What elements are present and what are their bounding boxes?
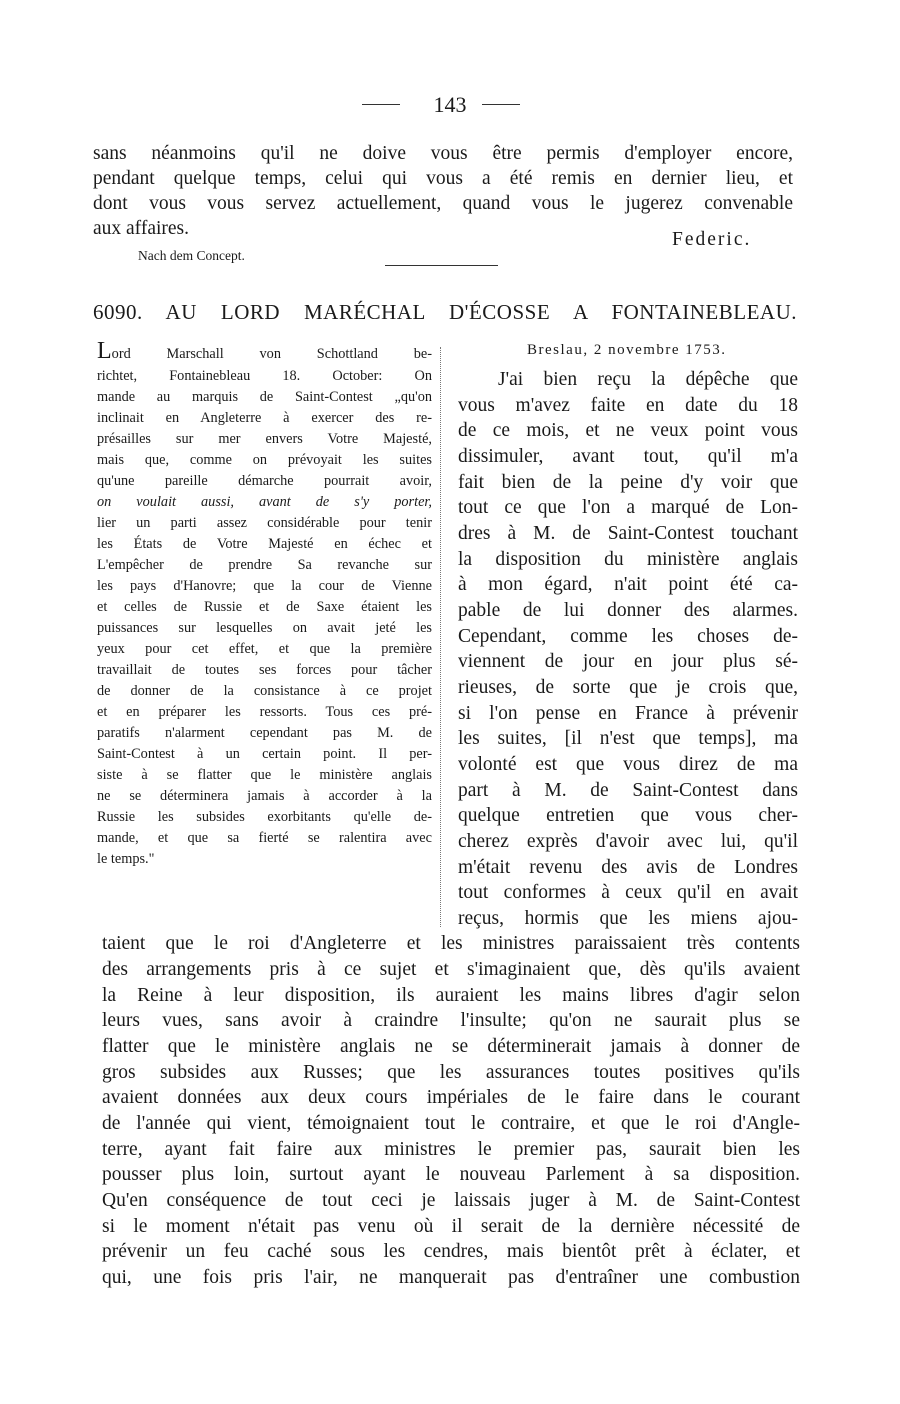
top-paragraph-line: pendant quelque temps, celui qui vous a été remis en dernier lieu, et — [93, 168, 793, 189]
top-paragraph-line: dont vous vous servez actuellement, quand vous le jugerez convenable — [93, 193, 793, 214]
summary-line: yeux pour cet effet, et que la première — [97, 641, 432, 657]
letter-line: à mon égard, n'ait point été ca- — [458, 574, 798, 595]
letter-line: si l'on pense en France à prévenir — [458, 703, 798, 724]
letter-line: la disposition du ministère anglais — [458, 549, 798, 570]
letter-line: prévenir un feu caché sous les cendres, mais bientôt prêt à éclater, et — [102, 1241, 800, 1262]
column-separator — [440, 347, 441, 927]
letter-line: tout ce que l'on a marqué de Lon- — [458, 497, 798, 518]
summary-line: siste à se flatter que le ministère anglais — [97, 767, 432, 783]
summary-line: richtet, Fontainebleau 18. October: On — [97, 368, 432, 384]
letter-line: m'était revenu des avis de Londres — [458, 857, 798, 878]
letter-line: pable de lui donner des alarmes. — [458, 600, 798, 621]
letter-line: vous m'avez faite en date du 18 — [458, 395, 798, 416]
letter-line: flatter que le ministère anglais ne se déterminerait jamais à donner de — [102, 1036, 800, 1057]
letter-line: avaient données aux deux cours impériales de le faire dans le courant — [102, 1087, 800, 1108]
top-paragraph-line: sans néanmoins qu'il ne doive vous être permis d'employer encore, — [93, 143, 793, 164]
summary-line: qu'une pareille démarche pourrait avoir, — [97, 473, 432, 489]
letter-line: Qu'en conséquence de tout ceci je laissais juger à M. de Saint-Contest — [102, 1190, 800, 1211]
letter-line: si le moment n'était pas venu où il serait de la dernière nécessité de — [102, 1216, 800, 1237]
summary-line: le temps." — [97, 851, 155, 867]
summary-line: lier un parti assez considérable pour tenir — [97, 515, 432, 531]
letter-line: de ce mois, et ne veux point vous — [458, 420, 798, 441]
summary-line: et en préparer les ressorts. Tous ces pré- — [97, 704, 432, 720]
summary-line: travaillait de toutes ses forces pour tâcher — [97, 662, 432, 678]
summary-line: ne se déterminera jamais à accorder à la — [97, 788, 432, 804]
summary-line: les États de Votre Majesté en échec et — [97, 536, 432, 552]
letter-line: reçus, hormis que les miens ajou- — [458, 908, 798, 929]
letter-line: tout conformes à ceux qu'il en avait — [458, 882, 798, 903]
summary-line: inclinait en Angleterre à exercer des re- — [97, 410, 432, 426]
letter-line: volonté est que vous direz de ma — [458, 754, 798, 775]
letter-line: qui, une fois pris l'air, ne manquerait pas d'entraîner une combustion — [102, 1267, 800, 1288]
letter-line: part à M. de Saint-Contest dans — [458, 780, 798, 801]
letter-line: fait bien de la peine d'y voir que — [458, 472, 798, 493]
summary-line: mande au marquis de Saint-Contest „qu'on — [97, 389, 432, 405]
letter-line: dres à M. de Saint-Contest touchant — [458, 523, 798, 544]
summary-line: paratifs n'alarment cependant pas M. de — [97, 725, 432, 741]
summary-line: et celles de Russie et de Saxe étaient les — [97, 599, 432, 615]
summary-line: mande, et que sa fierté se ralentira avec — [97, 830, 432, 846]
letter-line: leurs vues, sans avoir à craindre l'insulte; qu'on ne saurait plus se — [102, 1010, 800, 1031]
letter-line: dissimuler, avant tout, qu'il m'a — [458, 446, 798, 467]
letter-line: la Reine à leur disposition, ils auraient les mains libres d'agir selon — [102, 985, 800, 1006]
letter-line: cherez exprès d'avoir avec lui, qu'il — [458, 831, 798, 852]
letter-line: gros subsides aux Russes; que les assurances toutes positives qu'ils — [102, 1062, 800, 1083]
letter-line: les suites, [il n'est que temps], ma — [458, 728, 798, 749]
summary-line: les pays d'Hanovre; que la cour de Vienne — [97, 578, 432, 594]
page-number: 143 — [433, 92, 467, 117]
summary-line: Lord Marschall von Schottland be- — [97, 338, 432, 364]
summary-line: L'empêcher de prendre Sa revanche sur — [97, 557, 432, 573]
letter-line: viennent de jour en jour plus sé- — [458, 651, 798, 672]
letter-line: J'ai bien reçu la dépêche que — [498, 369, 798, 390]
top-paragraph-line: aux affaires. — [93, 218, 190, 239]
source-note: Nach dem Concept. — [138, 248, 245, 263]
letter-heading: 6090. AU LORD MARÉCHAL D'ÉCOSSE A FONTAINEBLEAU. — [93, 300, 797, 324]
summary-line: Saint-Contest à un certain point. Il per- — [97, 746, 432, 762]
summary-line: de donner de la consistance à ce projet — [97, 683, 432, 699]
summary-line: puissances sur lesquelles on avait jeté les — [97, 620, 432, 636]
letter-line: quelque entretien que vous cher- — [458, 805, 798, 826]
signature: Federic. — [672, 229, 752, 250]
summary-line: présailles sur mer envers Votre Majesté, — [97, 431, 432, 447]
letter-line: pousser plus loin, surtout ayant le nouveau Parlement à sa disposition. — [102, 1164, 800, 1185]
letter-line: taient que le roi d'Angleterre et les ministres paraissaient très contents — [102, 933, 800, 954]
header-rule-right — [482, 104, 520, 105]
dateline: Breslau, 2 novembre 1753. — [527, 342, 727, 358]
letter-line: rieuses, de sorte que je crois que, — [458, 677, 798, 698]
letter-line: Cependant, comme les choses de- — [458, 626, 798, 647]
letter-line: terre, ayant fait faire aux ministres le premier pas, saurait bien les — [102, 1139, 800, 1160]
summary-line: on voulait aussi, avant de s'y porter, — [97, 494, 432, 510]
letter-line: des arrangements pris à ce sujet et s'imaginaient que, dès qu'ils avaient — [102, 959, 800, 980]
summary-line: mais que, comme on prévoyait les suites — [97, 452, 432, 468]
section-divider — [385, 265, 498, 266]
letter-line: de l'année qui vient, témoignaient tout le contraire, et que le roi d'Angle- — [102, 1113, 800, 1134]
summary-line: Russie les subsides exorbitants qu'elle de- — [97, 809, 432, 825]
